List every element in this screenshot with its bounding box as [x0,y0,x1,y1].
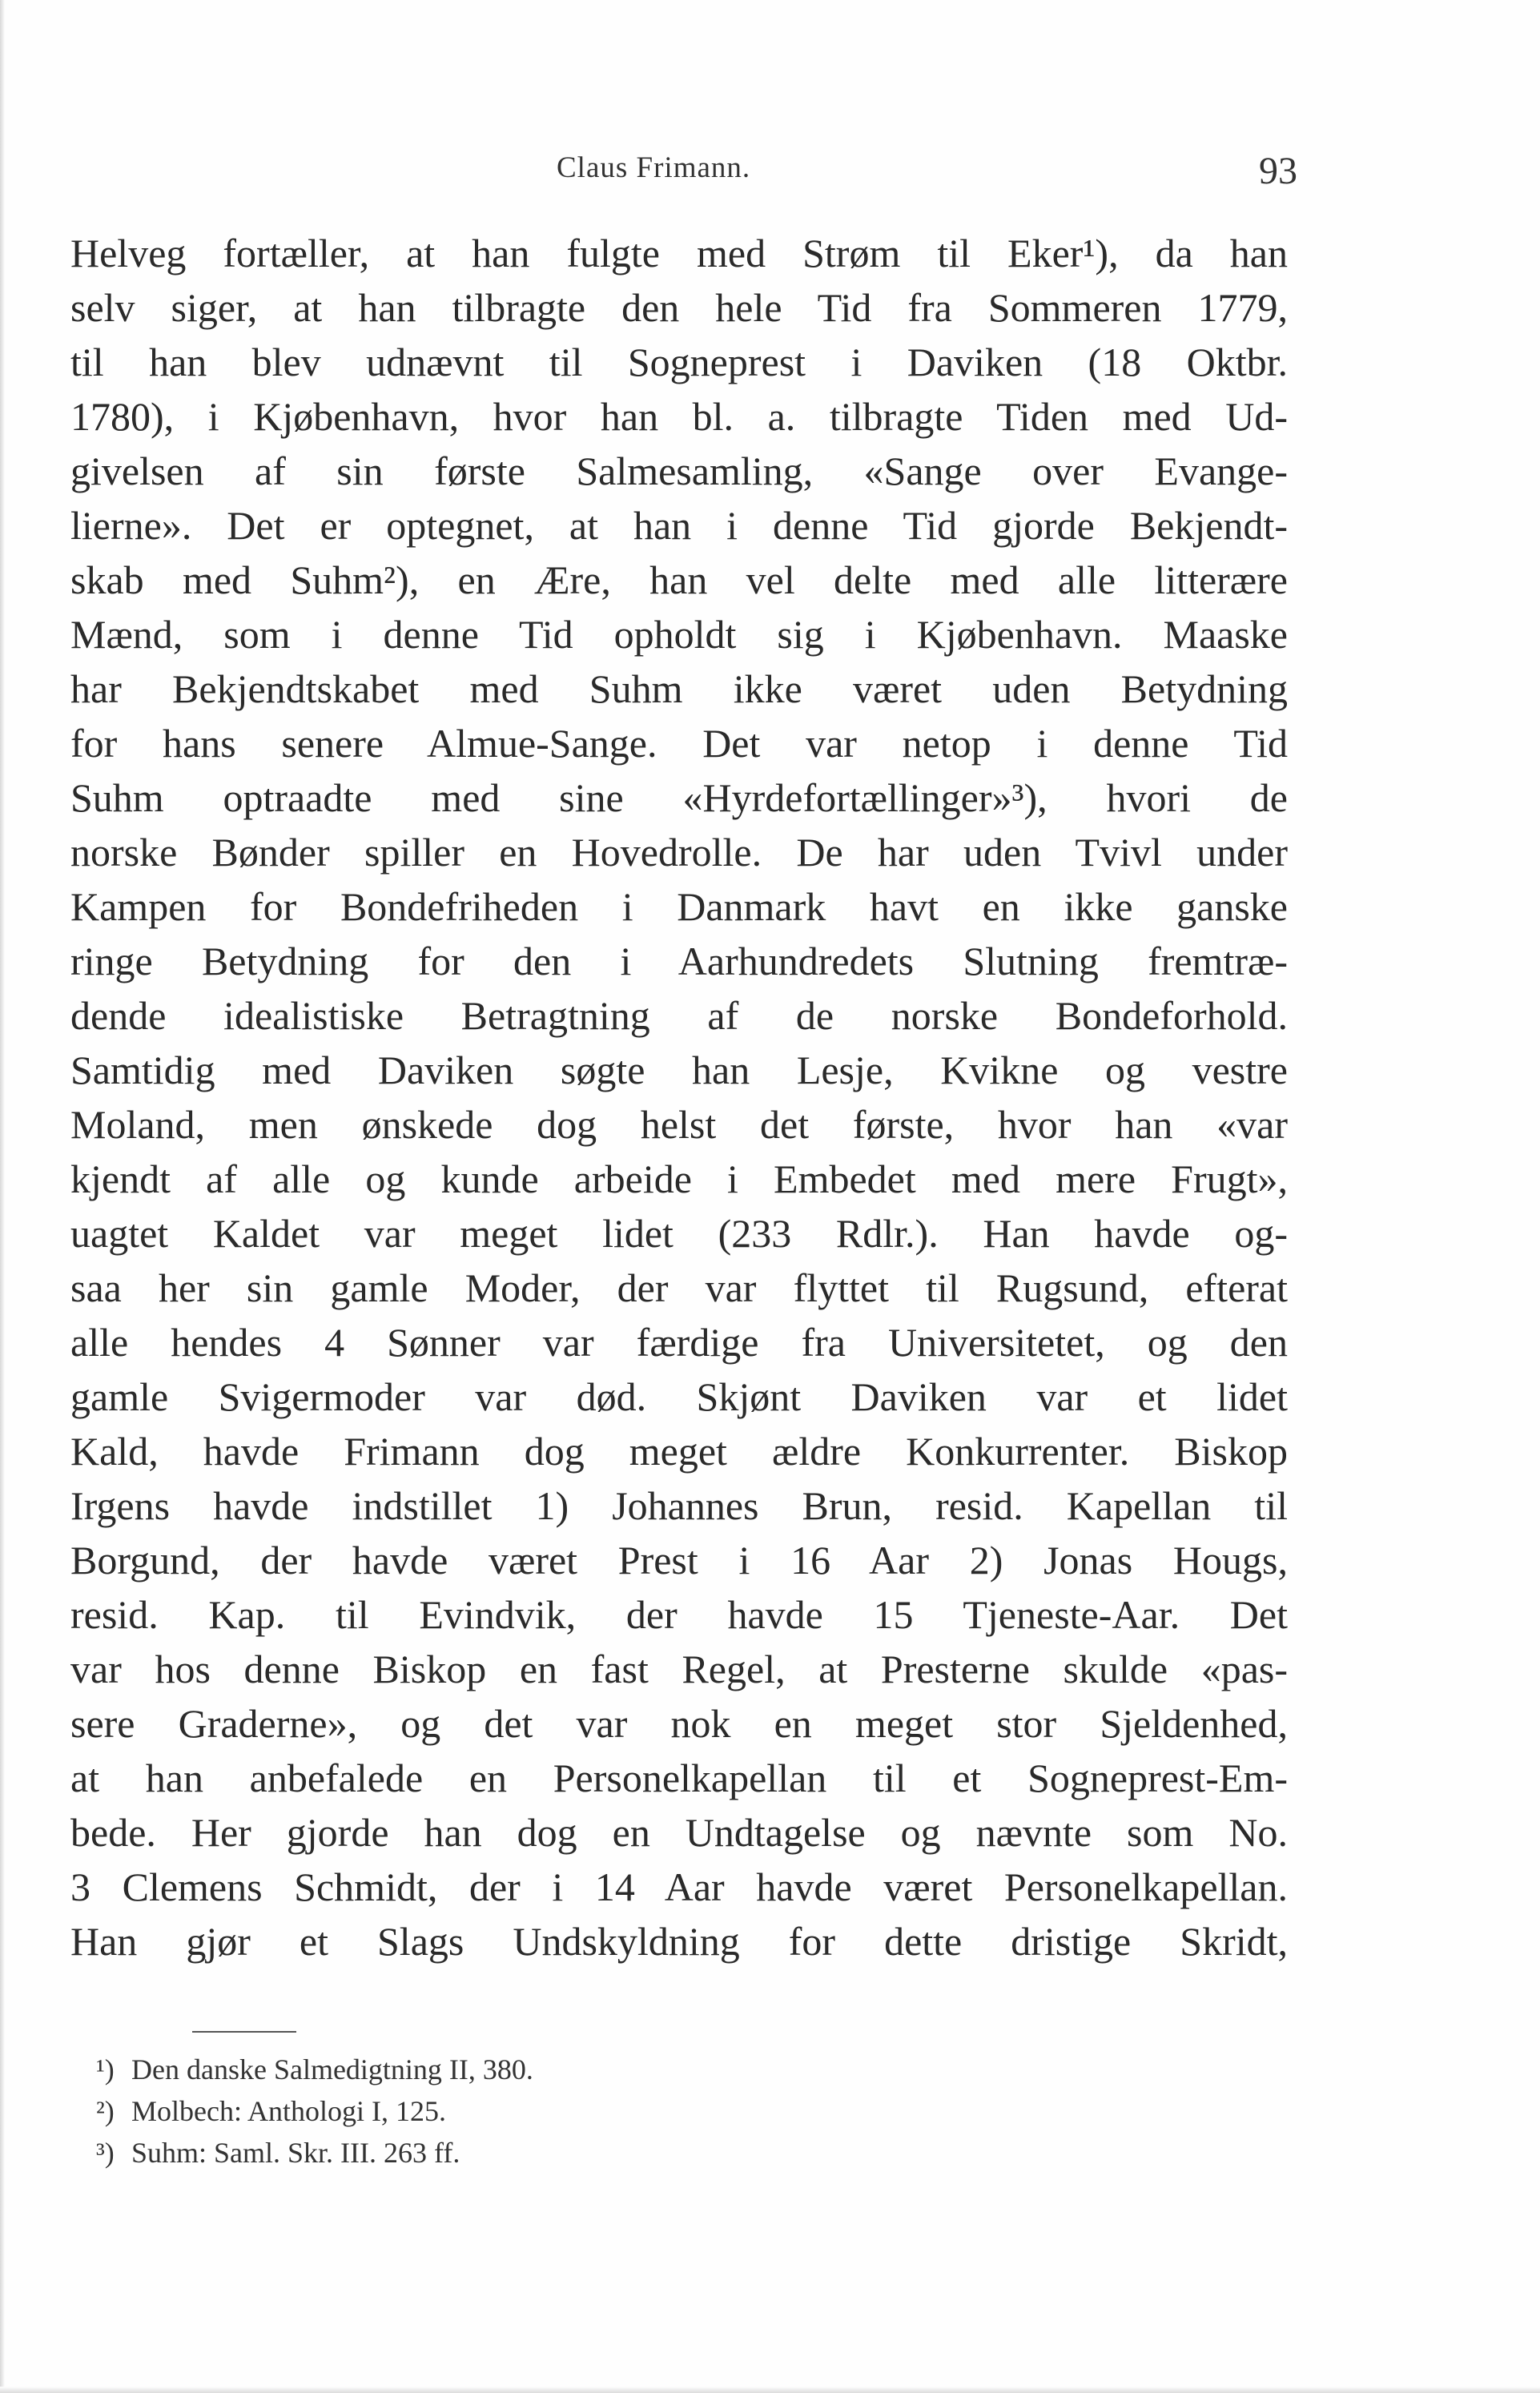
text-line: ringe Betydning for den i Aarhundredets Slutning fremtræ- [70,939,1288,983]
footnote-text: Suhm: Saml. Skr. III. 263 ff. [131,2137,460,2169]
footnote-mark: ³) [96,2137,115,2169]
text-line: har Bekjendtskabet med Suhm ikke været uden Betydning [70,666,1288,711]
text-line: for hans senere Almue-Sange. Det var netop i denne Tid [70,721,1288,766]
running-head [72,151,1297,199]
text-line: at han anbefalede en Personelkapellan til et Sogneprest-Em- [70,1756,1288,1800]
text-line: bede. Her gjorde han dog en Undtagelse og nævnte som No. [70,1810,1288,1855]
text-line: sere Graderne», og det var nok en meget stor Sjeldenhed, [70,1701,1288,1746]
running-title: Claus Frimann. [557,151,751,184]
text-line: Samtidig med Daviken søgte han Lesje, Kvikne og vestre [70,1048,1288,1092]
text-line: Borgund, der havde været Prest i 16 Aar 2) Jonas Hougs, [70,1538,1288,1583]
text-line: var hos denne Biskop en fast Regel, at Presterne skulde «pas- [70,1647,1288,1691]
text-line: givelsen af sin første Salmesamling, «Sange over Evange- [70,448,1288,493]
text-line: Helveg fortæller, at han fulgte med Strøm til Eker¹), da han [70,231,1288,275]
text-line: skab med Suhm²), en Ære, han vel delte med alle litterære [70,557,1288,602]
footnote-mark: ¹) [96,2053,115,2085]
text-line: Suhm optraadte med sine «Hyrdefortællinger»³), hvori de [70,775,1288,820]
text-line: til han blev udnævnt til Sogneprest i Daviken (18 Oktbr. [70,340,1288,384]
text-line: norske Bønder spiller en Hovedrolle. De har uden Tvivl under [70,830,1288,875]
footnote-text: Molbech: Anthologi I, 125. [131,2095,446,2127]
footnote [96,2049,817,2090]
page-number: 93 [1259,150,1297,192]
footnote-divider [192,2031,296,2033]
text-line: Mænd, som i denne Tid opholdt sig i Kjøbenhavn. Maaske [70,612,1288,657]
text-line: Irgens havde indstillet 1) Johannes Brun, resid. Kapellan til [70,1483,1288,1528]
text-line: Moland, men ønskede dog helst det første, hvor han «var [70,1102,1288,1147]
text-line: alle hendes 4 Sønner var færdige fra Universitetet, og den [70,1320,1288,1365]
footnote [96,2132,817,2174]
text-line: saa her sin gamle Moder, der var flyttet til Rugsund, efterat [70,1265,1288,1310]
text-line: lierne». Det er optegnet, at han i denne Tid gjorde Bekjendt- [70,503,1288,548]
text-line: dende idealistiske Betragtning af de norske Bondeforhold. [70,993,1288,1038]
text-line: resid. Kap. til Evindvik, der havde 15 Tjeneste-Aar. Det [70,1592,1288,1637]
page-bottom-edge [0,2387,1540,2393]
page-edge-shadow [0,0,5,2393]
text-line: kjendt af alle og kunde arbeide i Embedet med mere Frugt», [70,1156,1288,1201]
text-line: selv siger, at han tilbragte den hele Tid fra Sommeren 1779, [70,285,1288,330]
text-line: Kald, havde Frimann dog meget ældre Konkurrenter. Biskop [70,1429,1288,1474]
footnotes [96,2049,817,2174]
text-line: 1780), i Kjøbenhavn, hvor han bl. a. tilbragte Tiden med Ud- [70,394,1288,439]
text-line: Kampen for Bondefriheden i Danmark havt en ikke ganske [70,884,1288,929]
text-line: Han gjør et Slags Undskyldning for dette dristige Skridt, [70,1919,1288,1964]
text-line: 3 Clemens Schmidt, der i 14 Aar havde været Personelkapellan. [70,1864,1288,1909]
footnote-mark: ²) [96,2095,115,2127]
footnote-text: Den danske Salmedigtning II, 380. [131,2053,533,2085]
text-line: gamle Svigermoder var død. Skjønt Daviken var et lidet [70,1374,1288,1419]
body-text [70,226,1288,1969]
footnote [96,2090,817,2132]
text-line: uagtet Kaldet var meget lidet (233 Rdlr.). Han havde og- [70,1211,1288,1256]
